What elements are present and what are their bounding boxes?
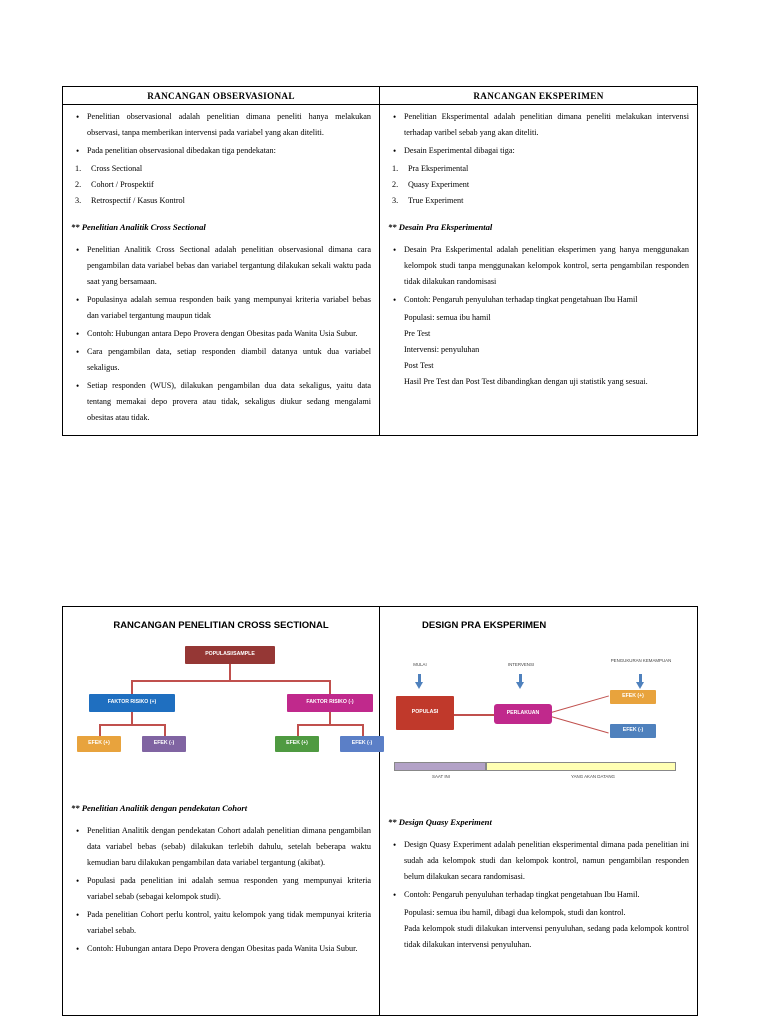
connector <box>551 696 609 713</box>
quasy-text-block <box>380 814 697 963</box>
connector <box>297 724 299 736</box>
list-item: • Contoh: Pengaruh penyuluhan terhadap tingkat pengetahuan Ibu Hamil <box>404 292 689 308</box>
connector <box>99 724 165 726</box>
connector <box>229 664 231 680</box>
connector <box>297 724 363 726</box>
pra-eksperimental-subheading: ** Desain Pra Eksperimental <box>388 221 493 232</box>
diagram-node-efek-negatif-1: EFEK (-) <box>142 736 186 752</box>
connector <box>164 724 166 736</box>
pra-eksperimental-bullet-list <box>388 242 689 308</box>
diagram-node-efek-negatif: EFEK (-) <box>610 724 656 738</box>
connector <box>131 680 133 694</box>
list-item: • Penelitian observasional adalah penelitian dimana peneliti hanya melakukan observasi, tanpa memberikan intervensi pada variabel yang akan diteliti. <box>87 109 371 141</box>
list-item: • Contoh: Hubungan antara Depo Provera dengan Obesitas pada Wanita Usia Subur. <box>87 326 371 342</box>
list-item: • Pada penelitian observasional dibedakan tiga pendekatan: <box>87 143 371 159</box>
diagram-node-faktor-risiko-negatif: FAKTOR RISIKO (-) <box>287 694 373 712</box>
plain-line: Populasi: semua ibu hamil, dibagi dua kelompok, studi dan kontrol. <box>404 907 626 917</box>
diagram-node-perlakuan: PERLAKUAN <box>494 704 552 724</box>
experimental-numbered-list <box>388 161 689 209</box>
list-item: • Design Quasy Experiment adalah penelitian eksperimental dimana pada penelitian ini sudah ada kelompok studi dan kelompok kontrol, namun pengambilan responden belum dilakukan secara randomisasi. <box>404 837 689 885</box>
connector <box>131 680 330 682</box>
diagram-node-efek-positif-2: EFEK (+) <box>275 736 319 752</box>
list-item: True Experiment <box>408 195 464 205</box>
list-item: • Penelitian Analitik dengan pendekatan Cohort adalah penelitian dimana pengambilan data variabel bebas (sebab) dilakukan terlebih dahulu, setelah beberapa waktu kemudian baru dilakukan pengambilan data variabel tergantung (akibat). <box>87 823 371 871</box>
observational-body <box>63 105 379 435</box>
comparison-table-bottom <box>62 606 698 1016</box>
diagram-node-populasi: POPULASI <box>396 696 454 730</box>
list-item: • Desain Pra Eskperimental adalah penelitian eksperimen yang hanya menggunakan kelompok studi tanpa menggunakan kelompok kontrol, serta pengambilan responden tidak dilakukan randomisasi <box>404 242 689 290</box>
list-item: • Contoh: Pengaruh penyuluhan terhadap tingkat pengetahuan Ibu Hamil. <box>404 887 689 903</box>
quasy-bullet-list <box>388 837 689 903</box>
cohort-text-block <box>63 800 379 969</box>
comparison-table-top <box>62 86 698 436</box>
list-item: • Penelitian Eksperimental adalah penelitian dimana peneliti melakukan intervensi terhadap varibel sebab yang akan diteliti. <box>404 109 689 141</box>
list-item: • Penelitian Analitik Cross Sectional adalah penelitian observasional dimana cara pengambilan data variabel bebas dan variabel tergantung dilakukan sekali waktu pada saat yang bersamaan. <box>87 242 371 290</box>
list-item: • Pada penelitian Cohort perlu kontrol, yaitu kelompok yang tidak mempunyai kriteria variabel sebab. <box>87 907 371 939</box>
connector <box>99 724 101 736</box>
observational-column <box>63 87 380 435</box>
arrow-icon <box>516 682 524 689</box>
list-item: Cohort / Prospektif <box>91 179 154 189</box>
cohort-subheading: ** Penelitian Analitik dengan pendekatan Cohort <box>71 803 248 814</box>
plain-line: Hasil Pre Test dan Post Test dibandingkan dengan uji statistik yang sesuai. <box>404 376 648 386</box>
pra-eksperimen-flow-diagram <box>388 644 689 804</box>
list-item: • Setiap responden (WUS), dilakukan pengambilan dua data sekaligus, yaitu data tentang memakai depo provera atau tidak, sekaligus diukur sedang mengalami obesitas atau tidak. <box>87 378 371 426</box>
diagram-node-faktor-risiko-positif: FAKTOR RISIKO (+) <box>89 694 175 712</box>
cross-sectional-subheading: ** Penelitian Analitik Cross Sectional <box>71 221 206 232</box>
experimental-column <box>380 87 697 435</box>
list-item: • Cara pengambilan data, setiap responden diambil datanya untuk dua variabel sekaligus. <box>87 344 371 376</box>
diagram-node-efek-positif-1: EFEK (+) <box>77 736 121 752</box>
cohort-bullet-list <box>71 823 371 957</box>
connector <box>551 716 609 733</box>
experimental-header: RANCANGAN EKSPERIMEN <box>380 87 697 105</box>
cross-sectional-flow-diagram <box>69 642 373 790</box>
timeline-bar-yang-akan-datang <box>486 762 676 771</box>
diagram-node-populasi: POPULASI/SAMPLE <box>185 646 275 664</box>
cross-sectional-diagram-column <box>63 607 380 1015</box>
list-item: Retrospectif / Kasus Kontrol <box>91 195 185 205</box>
plain-line: Intervensi: penyuluhan <box>404 344 480 354</box>
experimental-body <box>380 105 697 398</box>
experimental-bullet-list <box>388 109 689 159</box>
quasy-subheading: ** Design Quasy Experiment <box>388 817 492 828</box>
observational-bullet-list <box>71 109 371 159</box>
diagram-node-efek-positif: EFEK (+) <box>610 690 656 704</box>
diagram-node-efek-negatif-2: EFEK (-) <box>340 736 384 752</box>
list-item: • Contoh: Hubungan antara Depo Provera dengan Obesitas pada Wanita Usia Subur. <box>87 941 371 957</box>
diagram-label-intervensi: INTERVENSI <box>507 662 535 668</box>
diagram-label-pengukuran-kemampuan: PENGUKURAN KEMAMPUAN <box>610 658 672 664</box>
arrow-icon <box>415 682 423 689</box>
diagram-label-mulai: MULAI <box>413 662 427 668</box>
observational-header: RANCANGAN OBSERVASIONAL <box>63 87 379 105</box>
list-item: • Populasinya adalah semua responden baik yang mempunyai kriteria variabel bebas dan variabel tergantung maupun tidak <box>87 292 371 324</box>
connector <box>131 712 133 724</box>
cross-sectional-bullet-list <box>71 242 371 426</box>
observational-numbered-list <box>71 161 371 209</box>
timeline-bar-saat-ini <box>394 762 486 771</box>
timeline-label-saat-ini: SAAT INI <box>432 774 450 780</box>
plain-line: Pre Test <box>404 328 431 338</box>
list-item: Quasy Experiment <box>408 179 470 189</box>
plain-line: Pada kelompok studi dilakukan intervensi penyuluhan, sedang pada kelompok kontrol tidak dilakukan intervensi penyuluhan. <box>404 923 689 949</box>
list-item: Pra Eksperimental <box>408 163 469 173</box>
plain-line: Post Test <box>404 360 434 370</box>
timeline-label-yang-akan-datang: YANG AKAN DATANG <box>571 774 615 780</box>
list-item: Cross Sectional <box>91 163 143 173</box>
arrow-icon <box>636 682 644 689</box>
pra-eksperimen-diagram-column <box>380 607 697 1015</box>
plain-line: Populasi: semua ibu hamil <box>404 312 491 322</box>
connector <box>329 680 331 694</box>
connector <box>329 712 331 724</box>
list-item: • Desain Esperimental dibagai tiga: <box>404 143 689 159</box>
connector <box>362 724 364 736</box>
list-item: • Populasi pada penelitian ini adalah semua responden yang mempunyai kriteria variabel sebab (sebagai kelompok studi). <box>87 873 371 905</box>
pra-eksperimen-diagram-title: DESIGN PRA EKSPERIMEN <box>422 620 547 631</box>
cross-sectional-diagram-title: RANCANGAN PENELITIAN CROSS SECTIONAL <box>113 620 329 631</box>
connector <box>454 714 494 716</box>
